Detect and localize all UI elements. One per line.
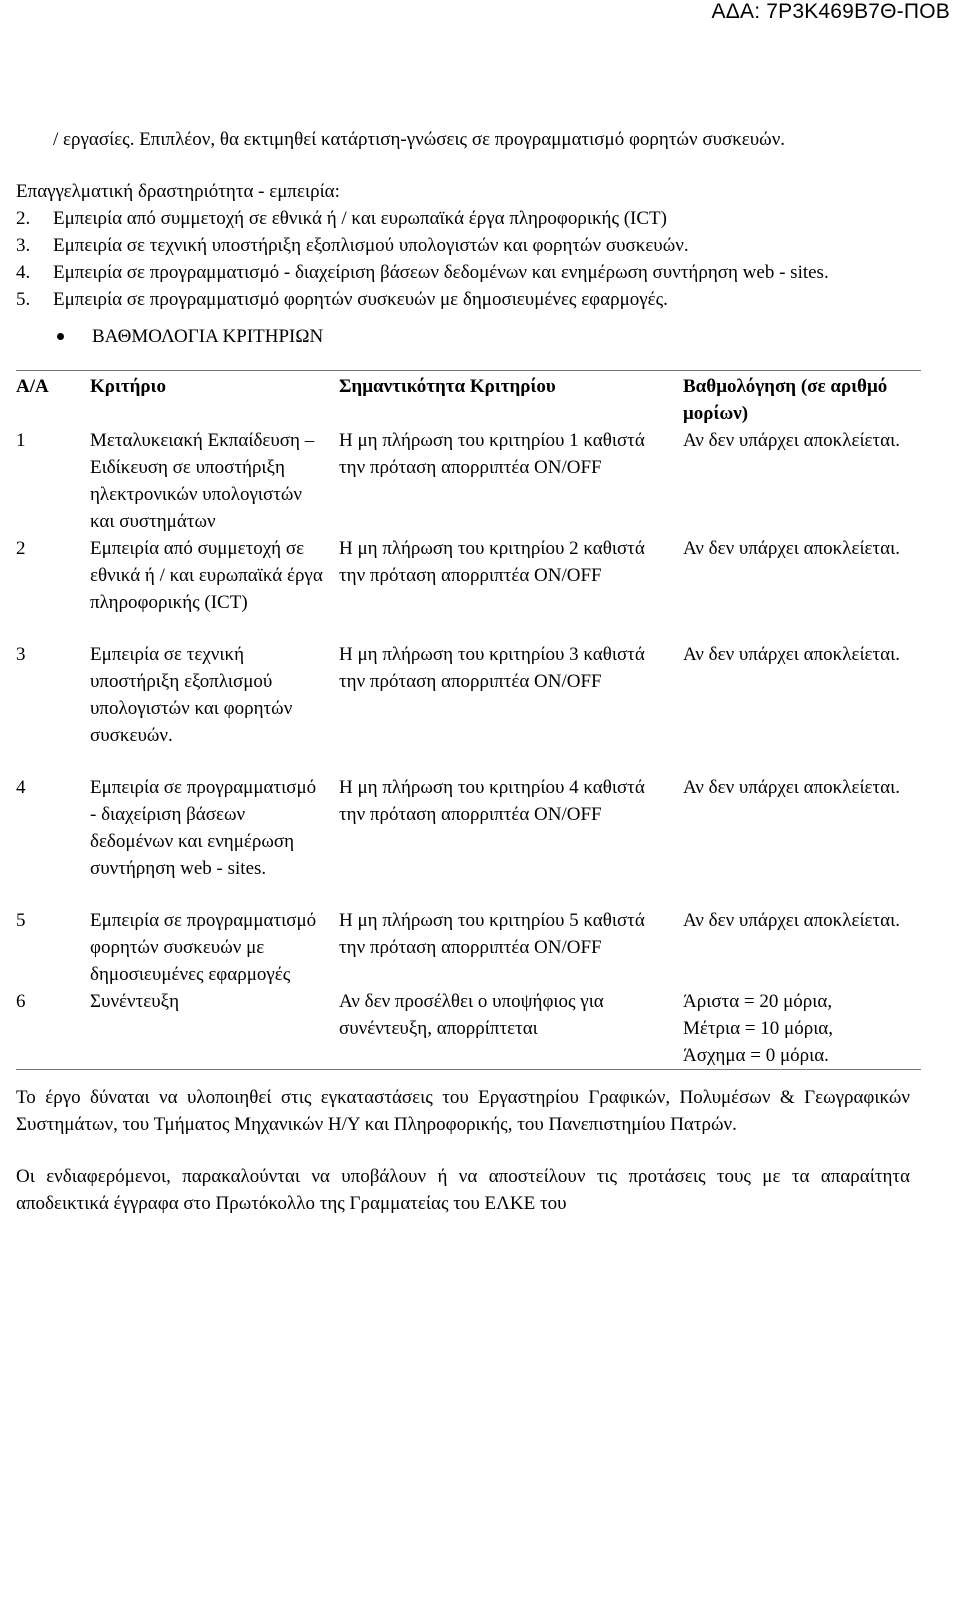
footer-paragraph-submission: Οι ενδιαφερόμενοι, παρακαλούνται να υποβάλουν ή να αποστείλουν τις προτάσεις τους με τα απαραίτητα αποδεικτικά έγγραφα στο Πρωτόκολλο της Γραμματείας του ΕΛΚΕ του bbox=[16, 1166, 910, 1214]
cell-scoring: Αν δεν υπάρχει αποκλείεται. bbox=[683, 538, 900, 559]
cell-importance: Η μη πλήρωση του κριτηρίου 5 καθιστά την πρόταση απορριπτέα ON/OFF bbox=[339, 910, 645, 958]
cell-importance: Αν δεν προσέλθει ο υποψήφιος για συνέντευξη, απορρίπτεται bbox=[339, 991, 604, 1039]
list-item bbox=[16, 286, 910, 313]
cell-scoring: Άριστα = 20 μόρια, Μέτρια = 10 μόρια, Άσχημα = 0 μόρια. bbox=[683, 991, 834, 1066]
cell-criterion: Εμπειρία από συμμετοχή σε εθνικά ή / και ευρωπαϊκά έργα πληροφορικής (ICT) bbox=[90, 538, 323, 613]
list-item bbox=[16, 232, 910, 259]
list-item bbox=[16, 259, 910, 286]
bullet-icon bbox=[57, 333, 64, 340]
cell-aa: 5 bbox=[16, 910, 26, 931]
cell-criterion: Εμπειρία σε προγραμματισμό φορητών συσκευών με δημοσιευμένες εφαρμογές bbox=[90, 910, 317, 985]
experience-list bbox=[16, 205, 910, 313]
experience-heading: Επαγγελματική δραστηριότητα - εμπειρία: bbox=[16, 181, 340, 202]
list-item bbox=[16, 205, 910, 232]
cell-criterion: Μεταλυκειακή Εκπαίδευση – Ειδίκευση σε υποστήριξη ηλεκτρονικών υπολογιστών και συστημάτων bbox=[90, 430, 315, 532]
criteria-table bbox=[16, 370, 921, 1070]
cell-scoring: Αν δεν υπάρχει αποκλείεται. bbox=[683, 430, 900, 451]
table-row bbox=[16, 988, 921, 1070]
ada-code: ΑΔΑ: 7Ρ3Κ469Β7Θ-ΠΟΒ bbox=[711, 0, 950, 23]
cell-criterion: Εμπειρία σε τεχνική υποστήριξη εξοπλισμού υπολογιστών και φορητών συσκευών. bbox=[90, 644, 293, 746]
item-number: 3. bbox=[16, 235, 31, 256]
cell-scoring: Αν δεν υπάρχει αποκλείεται. bbox=[683, 644, 900, 665]
cell-importance: Η μη πλήρωση του κριτηρίου 3 καθιστά την πρόταση απορριπτέα ON/OFF bbox=[339, 644, 645, 692]
table-row bbox=[16, 774, 921, 907]
item-text: Εμπειρία σε προγραμματισμό - διαχείριση βάσεων δεδομένων και ενημέρωση συντήρηση web - sites. bbox=[53, 262, 829, 283]
cell-criterion: Εμπειρία σε προγραμματισμό - διαχείριση βάσεων δεδομένων και ενημέρωση συντήρηση web - sites. bbox=[90, 777, 317, 879]
table-row bbox=[16, 427, 921, 535]
header-importance: Σημαντικότητα Κριτηρίου bbox=[339, 376, 556, 397]
table-header-row bbox=[16, 371, 921, 428]
cell-aa: 1 bbox=[16, 430, 26, 451]
item-number: 2. bbox=[16, 208, 31, 229]
intro-paragraph: / εργασίες. Επιπλέον, θα εκτιμηθεί κατάρτιση-γνώσεις σε προγραμματισμό φορητών συσκευών. bbox=[53, 129, 786, 150]
criteria-heading bbox=[16, 323, 910, 350]
item-text: Εμπειρία σε τεχνική υποστήριξη εξοπλισμού υπολογιστών και φορητών συσκευών. bbox=[53, 235, 689, 256]
header-scoring: Βαθμολόγηση (σε αριθμό μορίων) bbox=[683, 376, 888, 424]
table-row bbox=[16, 535, 921, 641]
header-aa: Α/Α bbox=[16, 376, 49, 397]
item-text: Εμπειρία σε προγραμματισμό φορητών συσκευών με δημοσιευμένες εφαρμογές. bbox=[53, 289, 668, 310]
cell-aa: 6 bbox=[16, 991, 26, 1012]
cell-importance: Η μη πλήρωση του κριτηρίου 4 καθιστά την πρόταση απορριπτέα ON/OFF bbox=[339, 777, 645, 825]
criteria-heading-text: ΒΑΘΜΟΛΟΓΙΑ ΚΡΙΤΗΡΙΩΝ bbox=[92, 326, 324, 347]
cell-aa: 4 bbox=[16, 777, 26, 798]
table-row bbox=[16, 907, 921, 988]
cell-scoring: Αν δεν υπάρχει αποκλείεται. bbox=[683, 910, 900, 931]
document-page bbox=[16, 126, 910, 1217]
item-number: 4. bbox=[16, 262, 31, 283]
cell-aa: 3 bbox=[16, 644, 26, 665]
cell-scoring: Αν δεν υπάρχει αποκλείεται. bbox=[683, 777, 900, 798]
cell-importance: Η μη πλήρωση του κριτηρίου 1 καθιστά την πρόταση απορριπτέα ON/OFF bbox=[339, 430, 645, 478]
cell-aa: 2 bbox=[16, 538, 26, 559]
item-number: 5. bbox=[16, 289, 31, 310]
table-row bbox=[16, 641, 921, 774]
footer-paragraph-location: Το έργο δύναται να υλοποιηθεί στις εγκαταστάσεις του Εργαστηρίου Γραφικών, Πολυμέσων & Γεωγραφικών Συστημάτων, του Τμήματος Μηχανικών Η/Υ και Πληροφορικής, του Πανεπιστημίου Πατρών. bbox=[16, 1087, 910, 1135]
item-text: Εμπειρία από συμμετοχή σε εθνικά ή / και ευρωπαϊκά έργα πληροφορικής (ICT) bbox=[53, 208, 667, 229]
cell-criterion: Συνέντευξη bbox=[90, 991, 180, 1012]
cell-importance: Η μη πλήρωση του κριτηρίου 2 καθιστά την πρόταση απορριπτέα ON/OFF bbox=[339, 538, 645, 586]
header-criterion: Κριτήριο bbox=[90, 376, 166, 397]
